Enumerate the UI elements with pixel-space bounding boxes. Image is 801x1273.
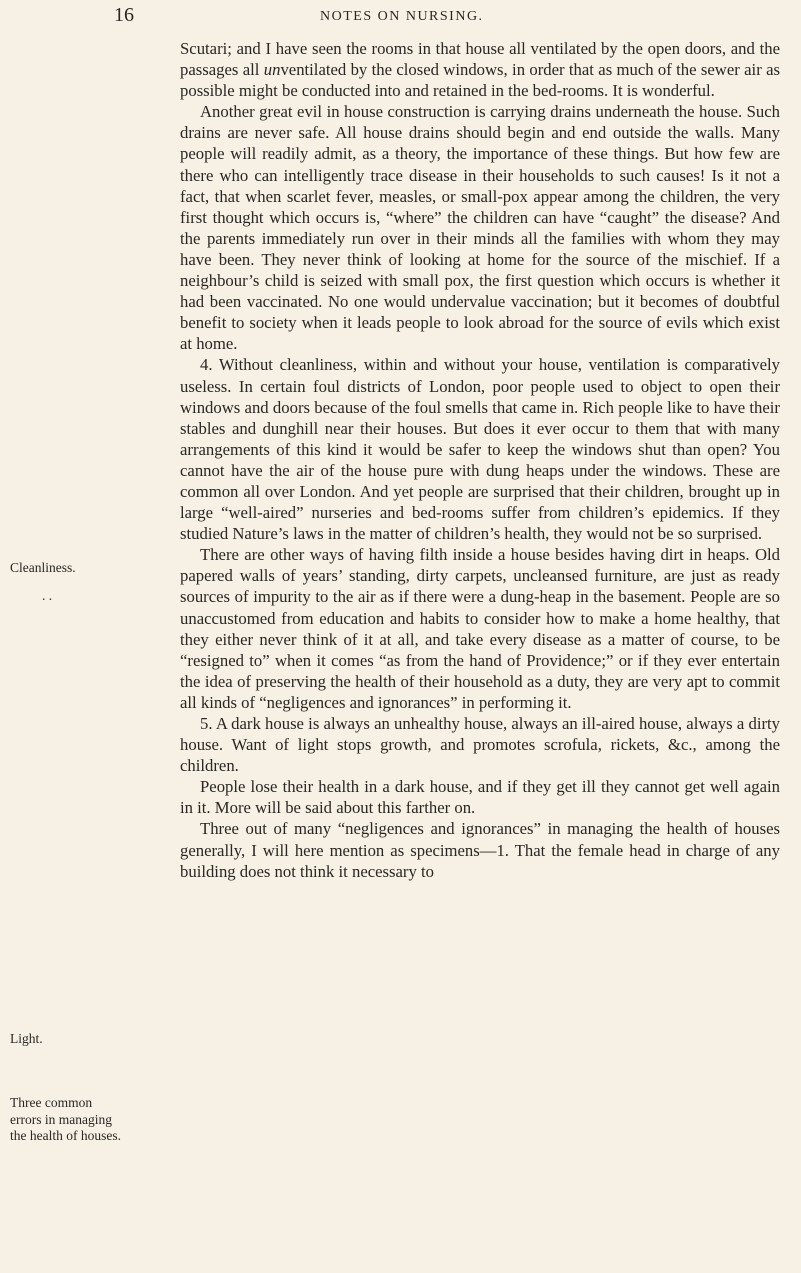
text-run: ventilated by the closed windows, in order that as much of the sewer air as possible might be conducted into and retained in the bed-rooms. It is wonderful. [180, 60, 780, 101]
text-run: Scutari; and I have seen the rooms in that house all ventilated by the open doors, and the passages all [180, 39, 780, 80]
sidenote-three-common-errors: Three common errors in managing the health of houses. [10, 1095, 121, 1143]
paragraph-scutari [180, 38, 780, 101]
paragraph-light: 5. A dark house is always an unhealthy house, always an ill-aired house, always a dirty house. Want of light stops growth, and promotes scrofula, rickets, &c., among the children. [180, 714, 780, 776]
body-text [180, 38, 780, 882]
sidenote-light: Light. [10, 1031, 43, 1046]
sidenote-dots: . . [42, 588, 53, 603]
paragraph-cleanliness: 4. Without cleanliness, within and without your house, ventilation is comparatively useless. In certain foul districts of London, poor people used to object to open their windows and doors because of the foul smells that came in. Rich people like to have their stables and dunghill near their houses. But does it ever occur to them that with many arrangements of this kind it would be safer to keep the windows shut than open? You cannot have the air of the house pure with dung heaps under the windows. These are common all over London. And yet people are surprised that their children, brought up in large “well-aired” nurseries and bed-rooms suffer from children’s epidemics. If they studied Nature’s laws in the matter of children’s health, they would not be so surprised. [180, 355, 780, 544]
page-header [0, 0, 801, 40]
page-number: 16 [114, 4, 134, 26]
paragraph-three-errors: Three out of many “negligences and ignorances” in managing the health of houses generally, I will here mention as specimens—1. That the female head in charge of any building does not think it necessary to [180, 819, 780, 881]
italic-prefix: un [263, 60, 281, 80]
sidenote-cleanliness: Cleanliness. [10, 560, 76, 575]
running-title: NOTES ON NURSING. [320, 9, 484, 24]
paragraph-filth: There are other ways of having filth inside a house besides having dirt in heaps. Old papered walls of years’ standing, dirty carpets, uncleansed furniture, are just as ready sources of impurity to the air as if there were a dung-heap in the basement. People are so unaccustomed from education and habits to consider how to make a home healthy, that they either never think of it at all, and take every disease as a matter of course, to be “resigned to” when it comes “as from the hand of Providence;” or if they ever entertain the idea of preserving the health of their household as a duty, they are very apt to commit all kinds of “negligences and ignorances” in performing it. [180, 545, 780, 712]
paragraph-drains: Another great evil in house construction is carrying drains underneath the house. Such drains are never safe. All house drains should begin and end outside the walls. Many people will readily admit, as a theory, the importance of these things. But how few are there who can intelligently trace disease in their households to such causes! Is it not a fact, that when scarlet fever, measles, or small-pox appear among the children, the very first thought which occurs is, “where” the children can have “caught” the disease? And the parents immediately run over in their minds all the families with whom they may have been. They never think of looking at home for the source of the mischief. If a neighbour’s child is seized with small pox, the first question which occurs is whether it had been vaccinated. No one would undervalue vaccination; but it becomes of doubtful benefit to society when it leads people to look abroad for the source of evils which exist at home. [180, 102, 780, 354]
paragraph-dark-house: People lose their health in a dark house, and if they get ill they cannot get well again in it. More will be said about this farther on. [180, 777, 780, 818]
